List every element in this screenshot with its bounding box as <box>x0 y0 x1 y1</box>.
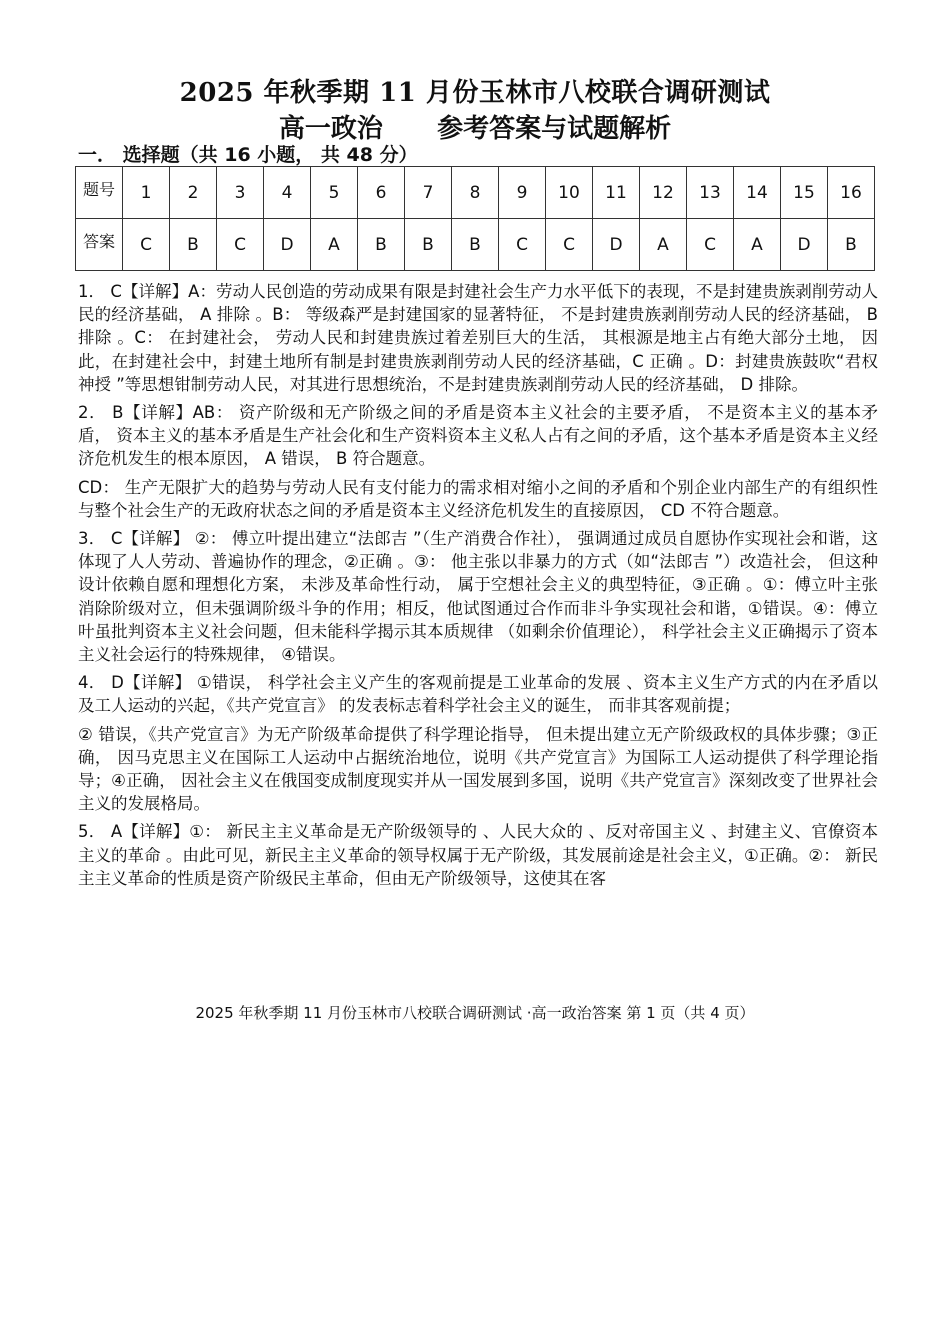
document-title: 2025 年秋季期 11 月份玉林市八校联合调研测试 <box>179 78 771 108</box>
question-number: 8 <box>452 167 499 219</box>
question-number: 10 <box>546 167 593 219</box>
explanation-paragraph: 1． C【详解】A：劳动人民创造的劳动成果有限是封建社会生产力水平低下的表现，不是封建贵族剥削劳动人民的经济基础， A 排除 。B： 等级森严是封建国家的显著特征， 不是封建贵族剥削劳动人民的经济基础， B 排除 。C： 在封建社会， 劳动人民和封建贵族过着差别巨大的生活， 其根源是地主占有绝大部分土地， 因此，在封建社会中，封建土地所有制是封建贵族剥削劳动人民的经济基础，C 正确 。D：封建贵族鼓吹“君权神授 ”等思想钳制劳动人民，对其进行思想统治，不是封建贵族剥削劳动人民的经济基础， D 排除。 <box>78 282 878 394</box>
answer-cell: B <box>170 219 217 271</box>
explanation-paragraph: ② 错误，《共产党宣言》为无产阶级革命提供了科学理论指导， 但未提出建立无产阶级政权的具体步骤；③正确， 因马克思主义在国际工人运动中占据统治地位，说明《共产党宣言》为国际工人运动提供了科学理论指导；④正确， 因社会主义在俄国变成制度现实并从一国发展到多国，说明《共产党宣言》深刻改变了世界社会主义的发展格局。 <box>78 724 878 814</box>
row-label-question: 题号 <box>76 167 123 219</box>
answer-cell: D <box>264 219 311 271</box>
answer-cell: B <box>828 219 875 271</box>
row-label-answer: 答案 <box>76 219 123 271</box>
answer-cell: D <box>593 219 640 271</box>
question-number: 4 <box>264 167 311 219</box>
answer-cell: C <box>499 219 546 271</box>
answer-cell: A <box>640 219 687 271</box>
question-number: 13 <box>687 167 734 219</box>
answer-cell: B <box>358 219 405 271</box>
answer-cell: C <box>546 219 593 271</box>
question-number: 14 <box>734 167 781 219</box>
answer-cell: A <box>311 219 358 271</box>
answer-row <box>76 219 875 271</box>
explanation-paragraph: CD： 生产无限扩大的趋势与劳动人民有支付能力的需求相对缩小之间的矛盾和个别企业内部生产的有组织性与整个社会生产的无政府状态之间的矛盾是资本主义经济危机发生的直接原因， CD 不符合题意。 <box>78 477 878 520</box>
answer-cell: A <box>734 219 781 271</box>
answer-cell: B <box>405 219 452 271</box>
question-number: 15 <box>781 167 828 219</box>
question-number: 12 <box>640 167 687 219</box>
explanation-paragraph: 5． A【详解】①： 新民主主义革命是无产阶级领导的 、人民大众的 、反对帝国主义 、封建主义、官僚资本主义的革命 。由此可见，新民主主义革命的领导权属于无产阶级，其发展前途是社会主义，①正确。②： 新民主主义革命的性质是资产阶级民主革命，但由无产阶级领导，这使其在客 <box>78 822 878 888</box>
answer-cell: C <box>687 219 734 271</box>
question-number: 16 <box>828 167 875 219</box>
section-heading: 一． 选择题（共 16 小题， 共 48 分） <box>78 144 418 166</box>
question-number-row <box>76 167 875 219</box>
answer-cell: C <box>217 219 264 271</box>
question-number: 1 <box>123 167 170 219</box>
answer-cell: D <box>781 219 828 271</box>
answer-cell: B <box>452 219 499 271</box>
answer-cell: C <box>123 219 170 271</box>
explanation-paragraph: 2． B【详解】AB： 资产阶级和无产阶级之间的矛盾是资本主义社会的主要矛盾， 不是资本主义的基本矛盾， 资本主义的基本矛盾是生产社会化和生产资料资本主义私人占有之间的矛盾，这个基本矛盾是资本主义经济危机发生的根本原因， A 错误， B 符合题意。 <box>78 403 878 469</box>
answer-table <box>75 166 875 271</box>
document-subtitle: 高一政治 参考答案与试题解析 <box>278 114 672 144</box>
question-number: 11 <box>593 167 640 219</box>
question-number: 3 <box>217 167 264 219</box>
question-number: 5 <box>311 167 358 219</box>
explanation-paragraph: 4． D【详解】 ①错误， 科学社会主义产生的客观前提是工业革命的发展 、资本主义生产方式的内在矛盾以及工人运动的兴起，《共产党宣言》 的发表标志着科学社会主义的诞生， 而非其客观前提； <box>78 673 878 716</box>
explanations <box>78 280 878 895</box>
question-number: 2 <box>170 167 217 219</box>
question-number: 7 <box>405 167 452 219</box>
page-footer: 2025 年秋季期 11 月份玉林市八校联合调研测试 ·高一政治答案 第 1 页（共 4 页） <box>195 1004 755 1022</box>
explanation-paragraph: 3． C【详解】 ②： 傅立叶提出建立“法郎吉 ”（生产消费合作社）， 强调通过成员自愿协作实现社会和谐，这体现了人人劳动、普遍协作的理念，②正确 。③： 他主张以非暴力的方式（如“法郎吉 ”）改造社会， 但这种设计依赖自愿和理想化方案， 未涉及革命性行动， 属于空想社会主义的典型特征，③正确 。①：傅立叶主张消除阶级对立，但未强调阶级斗争的作用；相反，他试图通过合作而非斗争实现社会和谐，①错误。④：傅立叶虽批判资本主义社会问题，但未能科学揭示其本质规律 （如剩余价值理论）， 科学社会主义正确揭示了资本主义社会运行的特殊规律， ④错误。 <box>78 529 878 665</box>
question-number: 6 <box>358 167 405 219</box>
question-number: 9 <box>499 167 546 219</box>
